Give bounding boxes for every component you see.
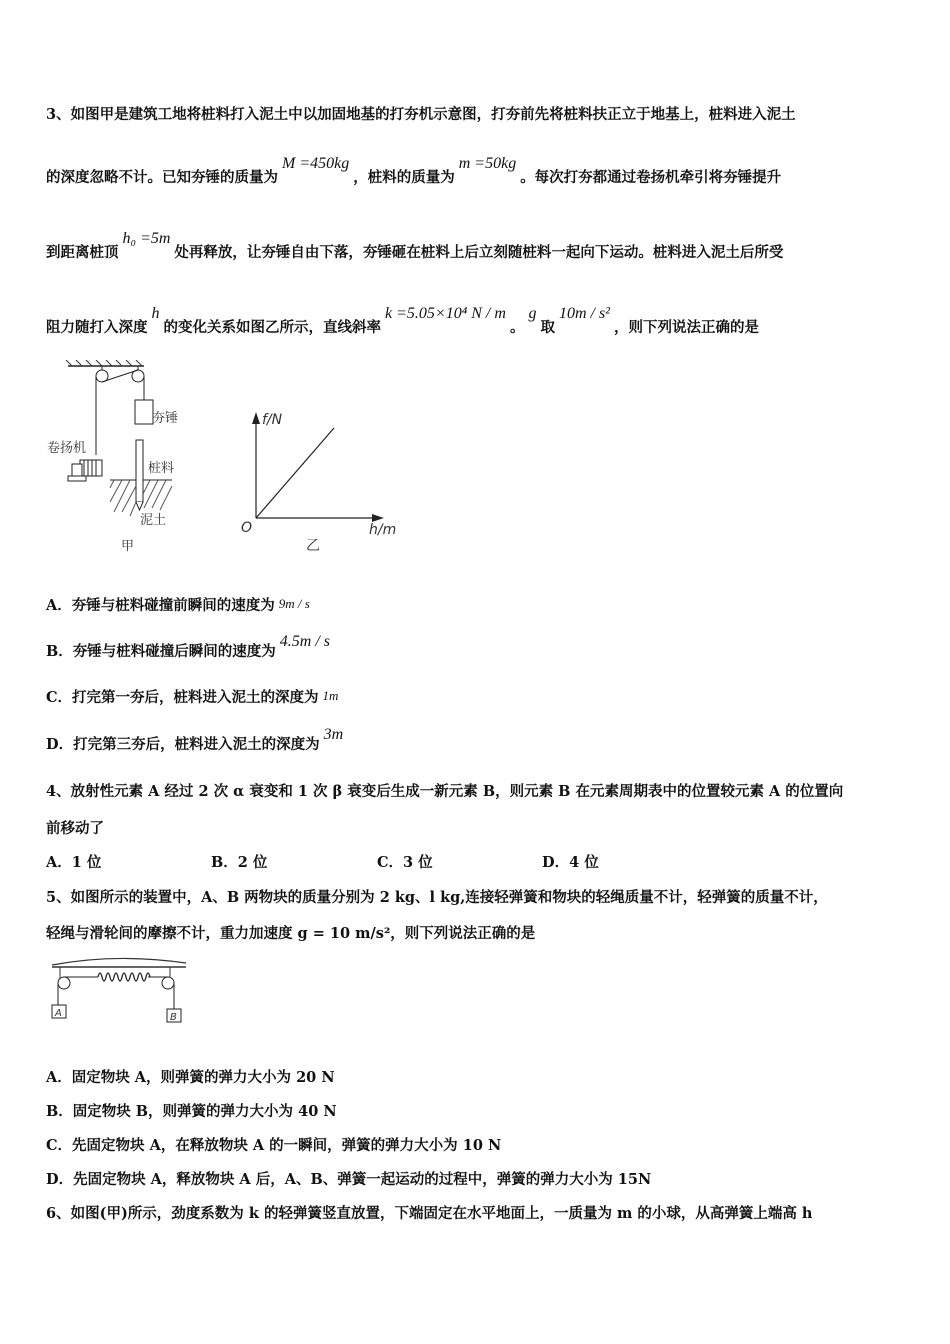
q4-option-a[interactable]: A．1 位 xyxy=(46,854,102,871)
q3-math-h: h xyxy=(151,305,160,322)
q4-option-d[interactable]: D．4 位 xyxy=(542,854,599,871)
q5-option-d[interactable]: D．先固定物块 A，释放物块 A 后，A、B、弹簧一起运动的过程中，弹簧的弹力大小为 15N xyxy=(46,1171,652,1188)
force-depth-graph xyxy=(236,400,406,555)
pile-driver-figure xyxy=(44,360,194,555)
force-line xyxy=(256,428,334,518)
q3-option-c-text: C．打完第一夯后，桩料进入泥土的深度为 xyxy=(46,689,319,706)
hammer-label: 夯锤 xyxy=(152,411,179,426)
q6-line-1: 6、如图(甲)所示，劲度系数为 k 的轻弹簧竖直放置，下端固定在水平地面上，一质量为 m 的小球，从高弹簧上端高 h xyxy=(46,1205,813,1222)
q3-text: 的深度忽略不计。已知夯锤的质量为 xyxy=(46,169,278,186)
block-b-label: B xyxy=(170,1012,177,1023)
q3-option-c-math: 1m xyxy=(322,688,339,703)
q5-option-a[interactable]: A．固定物块 A，则弹簧的弹力大小为 20 N xyxy=(46,1069,335,1086)
q3-text: 。每次打夯都通过卷扬机牵引将夯锤提升 xyxy=(520,169,782,186)
q3-math-mass-hammer: M =450kg xyxy=(282,155,350,172)
q3-math-height: h₀ =5m xyxy=(122,230,171,247)
q3-math-k: k =5.05×10⁴ N / m xyxy=(385,305,506,322)
q3-math-g: g xyxy=(528,305,537,322)
pile-label: 桩料 xyxy=(148,461,175,476)
q3-math-mass-pile: m =50kg xyxy=(458,155,517,172)
q3-text: 处再释放，让夯锤自由下落，夯锤砸在桩料上后立刻随桩料一起向下运动。桩料进入泥土后所受 xyxy=(174,244,784,261)
q3-text: 。 xyxy=(509,319,525,336)
q3-text: 的变化关系如图乙所示，直线斜率 xyxy=(163,319,381,336)
q5-line-2: 轻绳与滑轮间的摩擦不计，重力加速度 g = 10 m/s²，则下列说法正确的是 xyxy=(46,925,536,942)
mud-label: 泥土 xyxy=(140,513,167,528)
spring xyxy=(98,973,150,981)
q3-text: 到距离桩顶 xyxy=(46,244,119,261)
winch-label: 卷扬机 xyxy=(47,441,87,456)
origin-label: O xyxy=(241,520,253,536)
q5-option-c[interactable]: C．先固定物块 A，在释放物块 A 的一瞬间，弹簧的弹力大小为 10 N xyxy=(46,1137,502,1154)
q3-text: ，则下列说法正确的是 xyxy=(613,319,759,336)
q5-option-b[interactable]: B．固定物块 B，则弹簧的弹力大小为 40 N xyxy=(46,1103,337,1120)
q3-option-b-text: B．夯锤与桩料碰撞后瞬间的速度为 xyxy=(46,643,276,660)
spring-pulley-figure xyxy=(46,953,196,1033)
figure-caption-jia: 甲 xyxy=(121,539,135,554)
q5-line-1: 5、如图所示的装置中，A、B 两物块的质量分别为 2 kg、l kg,连接轻弹簧和物块的轻绳质量不计，轻弹簧的质量不计， xyxy=(46,889,828,906)
figure-caption-yi: 乙 xyxy=(306,538,320,554)
q3-option-d-text: D．打完第三夯后，桩料进入泥土的深度为 xyxy=(46,736,320,753)
q3-option-d[interactable] xyxy=(46,726,347,754)
q3-option-c[interactable] xyxy=(46,686,342,707)
q4-line-2: 前移动了 xyxy=(46,820,104,837)
block-a-label: A xyxy=(55,1008,62,1019)
q3-option-a-text: A．夯锤与桩料碰撞前瞬间的速度为 xyxy=(46,597,275,614)
q3-option-b-math: 4.5m / s xyxy=(279,633,330,650)
q4-line-1: 4、放射性元素 A 经过 2 次 α 衰变和 1 次 β 衰变后生成一新元素 B，则元素 B 在元素周期表中的位置较元素 A 的位置向 xyxy=(46,783,844,800)
q4-option-b[interactable]: B．2 位 xyxy=(211,854,268,871)
q3-line-2 xyxy=(46,155,782,187)
q3-option-a[interactable] xyxy=(46,594,314,615)
q3-line-3 xyxy=(46,230,784,262)
q3-text: ，桩料的质量为 xyxy=(353,169,455,186)
q3-text: 取 xyxy=(540,319,555,336)
q3-math-g-value: 10m / s² xyxy=(558,305,610,322)
q4-option-c[interactable]: C．3 位 xyxy=(377,854,433,871)
q3-line-1: 3、如图甲是建筑工地将桩料打入泥土中以加固地基的打夯机示意图，打夯前先将桩料扶正立于地基上，桩料进入泥土 xyxy=(46,106,796,123)
y-axis-label: f/N xyxy=(262,412,283,428)
x-axis-label: h/m xyxy=(369,522,397,538)
q3-option-a-math: 9m / s xyxy=(278,596,310,611)
q3-option-b[interactable] xyxy=(46,633,334,661)
q3-option-d-math: 3m xyxy=(323,726,344,743)
q3-text: 阻力随打入深度 xyxy=(46,319,148,336)
q3-line-4 xyxy=(46,305,759,337)
